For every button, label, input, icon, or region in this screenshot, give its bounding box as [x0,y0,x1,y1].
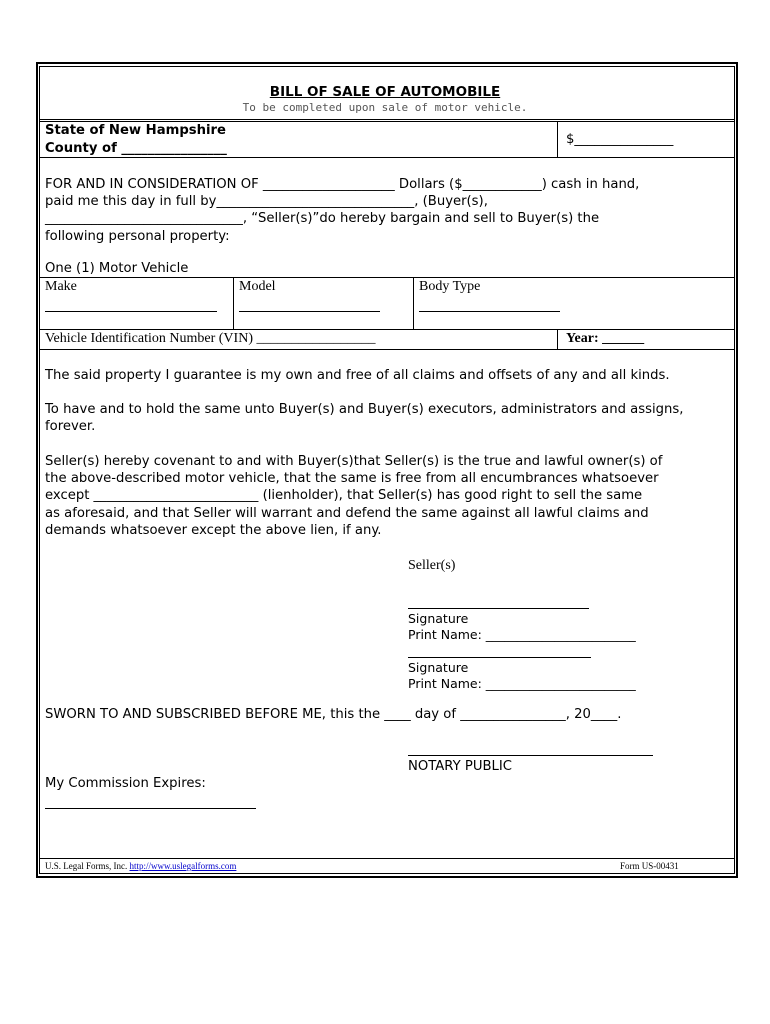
year-field[interactable]: Year: ______ [566,331,645,346]
body-type-label: Body Type [419,279,481,294]
body-type-field[interactable] [419,311,560,312]
vehicle-table-mid [39,329,735,330]
commission-label: My Commission Expires: [45,776,206,791]
footer-company: U.S. Legal Forms, Inc. [45,861,128,871]
make-field[interactable] [45,311,217,312]
consideration-line-1: FOR AND IN CONSIDERATION OF ____________________ Dollars ($____________) cash in hand, [45,177,640,192]
signature-line-1[interactable] [408,608,589,609]
covenant-line-1: Seller(s) hereby covenant to and with Buyer(s)that Seller(s) is the true and lawful owner(s) of [45,454,663,469]
make-label: Make [45,279,77,294]
footer-rule [39,858,735,859]
county-field[interactable]: County of ________________ [45,141,227,156]
amount-field[interactable]: $_______________ [566,132,674,147]
vehicle-heading: One (1) Motor Vehicle [45,261,189,276]
guarantee-paragraph: The said property I guarantee is my own and free of all claims and offsets of any and all kinds. [45,368,670,383]
signature-label-1: Signature [408,611,469,626]
consideration-line-2: paid me this day in full by______________________________, (Buyer(s), [45,194,488,209]
signature-line-2[interactable] [408,657,591,658]
print-name-field-1[interactable]: Print Name: ________________________ [408,627,636,642]
footer-form-number: Form US-00431 [620,861,679,871]
vin-year-divider [557,329,558,349]
to-have-line-1: To have and to hold the same unto Buyer(s) and Buyer(s) executors, administrators and assigns, [45,402,684,417]
sworn-line: SWORN TO AND SUBSCRIBED BEFORE ME, this the ____ day of ________________, 20____. [45,707,622,722]
covenant-line-5: demands whatsoever except the above lien, if any. [45,523,382,538]
rule-under-state [39,157,735,158]
form-subtitle: To be completed upon sale of motor vehicle. [242,101,528,114]
vehicle-table-top [39,277,735,278]
vehicle-col-divider-2 [413,277,414,329]
model-field[interactable] [239,311,380,312]
covenant-line-3: except _________________________ (lienholder), that Seller(s) has good right to sell the same [45,488,643,503]
consideration-line-3: ______________________________, “Seller(s)”do hereby bargain and sell to Buyer(s) the [45,211,600,226]
notary-label: NOTARY PUBLIC [408,759,512,774]
signature-label-2: Signature [408,660,469,675]
to-have-line-2: forever. [45,419,96,434]
model-label: Model [239,279,276,294]
sellers-heading: Seller(s) [408,558,456,573]
footer-left [45,861,236,871]
covenant-line-4: as aforesaid, and that Seller will warrant and defend the same against all lawful claims and [45,506,649,521]
covenant-line-2: the above-described motor vehicle, that the same is free from all encumbrances whatsoever [45,471,659,486]
commission-expires-field[interactable] [45,808,256,809]
vin-field[interactable]: Vehicle Identification Number (VIN) _________________ [45,331,376,346]
rule-under-title [39,119,735,120]
vehicle-table-bottom [39,349,735,350]
footer-url-link[interactable]: http://www.uslegalforms.com [129,861,237,871]
rule-under-title-2 [39,121,735,122]
state-amount-divider [557,121,558,157]
notary-signature-line[interactable] [408,755,653,756]
form-title: BILL OF SALE OF AUTOMOBILE [269,84,501,100]
consideration-line-4: following personal property: [45,229,230,244]
state-line: State of New Hampshire [45,123,227,138]
print-name-field-2[interactable]: Print Name: ________________________ [408,676,636,691]
vehicle-col-divider-1 [233,277,234,329]
